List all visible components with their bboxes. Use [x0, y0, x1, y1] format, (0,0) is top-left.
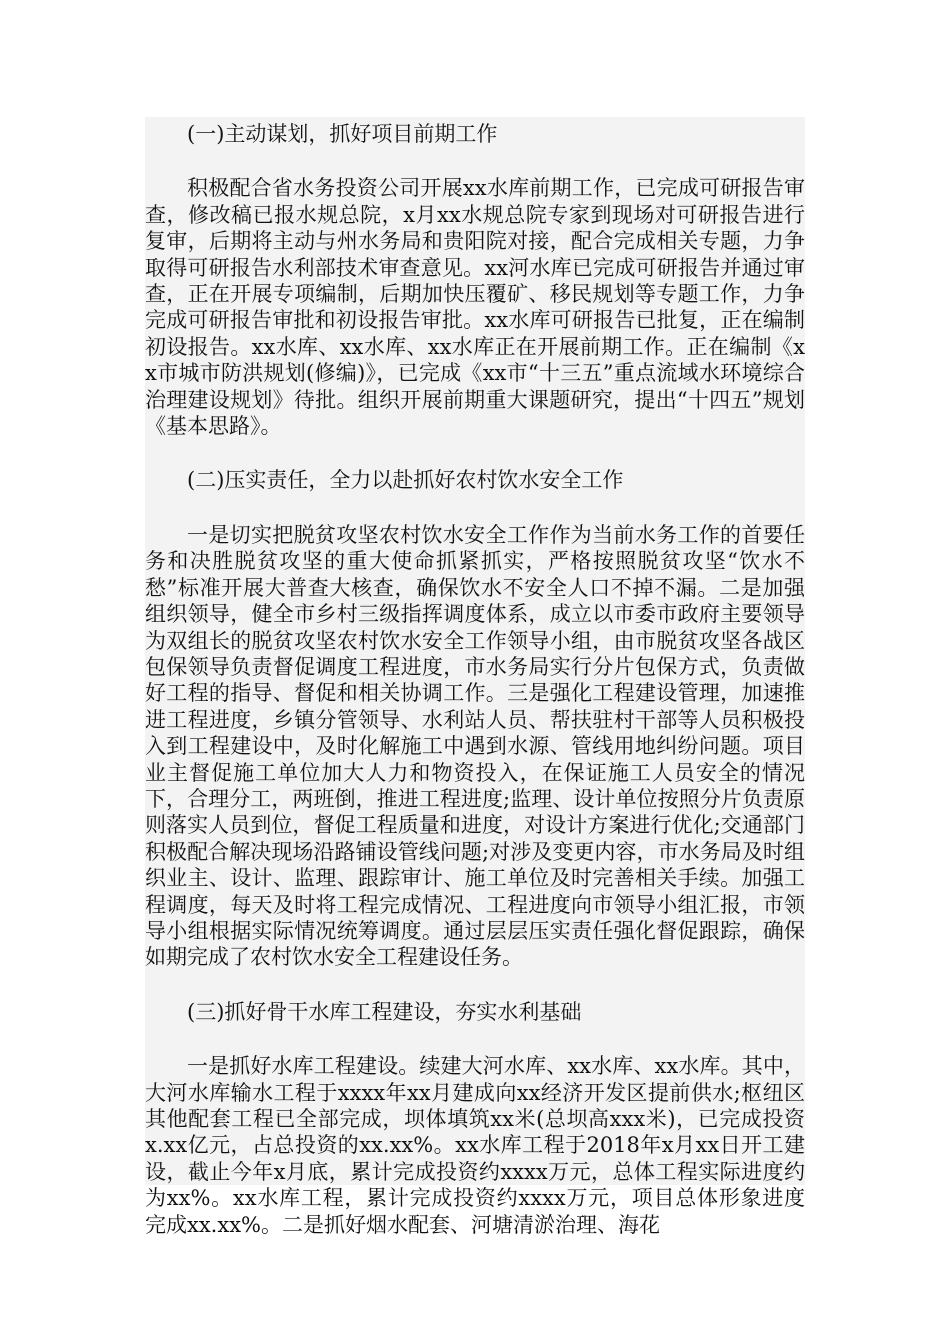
document-text-block: [145, 117, 805, 1237]
section-heading-3: (三)抓好骨干水库工程建设，夯实水利基础: [187, 999, 582, 1024]
section-heading-2: (二)压实责任，全力以赴抓好农村饮水安全工作: [187, 468, 624, 493]
body-paragraph-3: 一是抓好水库工程建设。续建大河水库、xx水库、xx水库。其中，大河水库输水工程于xxxx年xx月建成向xx经济开发区提前供水;枢纽区其他配套工程已全部完成，坝体填筑xx米(总坝高xxx米)，已完成投资x.xx亿元，占总投资的xx.xx%。xx水库工程于2018年x月xx日开工建设，截止今年x月底，累计完成投资约xxxx万元，总体工程实际进度约为xx%。xx水库工程，累计完成投资约xxxx万元，项目总体形象进度完成xx.xx%。二是抓好烟水配套、河塘清淤治理、海花: [145, 1054, 805, 1237]
body-paragraph-1: 积极配合省水务投资公司开展xx水库前期工作，已完成可研报告审查，修改稿已报水规总院，x月xx水规总院专家到现场对可研报告进行复审，后期将主动与州水务局和贵阳院对接，配合完成相关专题，力争取得可研报告水利部技术审查意见。xx河水库已完成可研报告并通过审查，正在开展专项编制，后期加快压覆矿、移民规划等专题工作，力争完成可研报告审批和初设报告审批。xx水库可研报告已批复，正在编制初设报告。xx水库、xx水库、xx水库正在开展前期工作。正在编制《xx市城市防洪规划(修编)》，已完成《xx市“十三五”重点流域水环境综合治理建设规划》待批。组织开展前期重大课题研究，提出“十四五”规划《基本思路》。: [145, 176, 805, 439]
body-paragraph-2: 一是切实把脱贫攻坚农村饮水安全工作作为当前水务工作的首要任务和决胜脱贫攻坚的重大使命抓紧抓实，严格按照脱贫攻坚“饮水不愁”标准开展大普查大核查，确保饮水不安全人口不掉不漏。二是加强组织领导，健全市乡村三级指挥调度体系，成立以市委市政府主要领导为双组长的脱贫攻坚农村饮水安全工作领导小组，由市脱贫攻坚各战区包保领导负责督促调度工程进度，市水务局实行分片包保方式，负责做好工程的指导、督促和相关协调工作。三是强化工程建设管理，加速推进工程进度，乡镇分管领导、水利站人员、帮扶驻村干部等人员积极投入到工程建设中，及时化解施工中遇到水源、管线用地纠纷问题。项目业主督促施工单位加大人力和物资投入，在保证施工人员安全的情况下，合理分工，两班倒，推进工程进度;监理、设计单位按照分片负责原则落实人员到位，督促工程质量和进度，对设计方案进行优化;交通部门积极配合解决现场沿路铺设管线问题;对涉及变更内容，市水务局及时组织业主、设计、监理、跟踪审计、施工单位及时完善相关手续。加强工程调度，每天及时将工程完成情况、工程进度向市领导小组汇报，市领导小组根据实际情况统筹调度。通过层层压实责任强化督促跟踪，确保如期完成了农村饮水安全工程建设任务。: [145, 522, 805, 970]
section-heading-1: (一)主动谋划，抓好项目前期工作: [187, 122, 498, 146]
